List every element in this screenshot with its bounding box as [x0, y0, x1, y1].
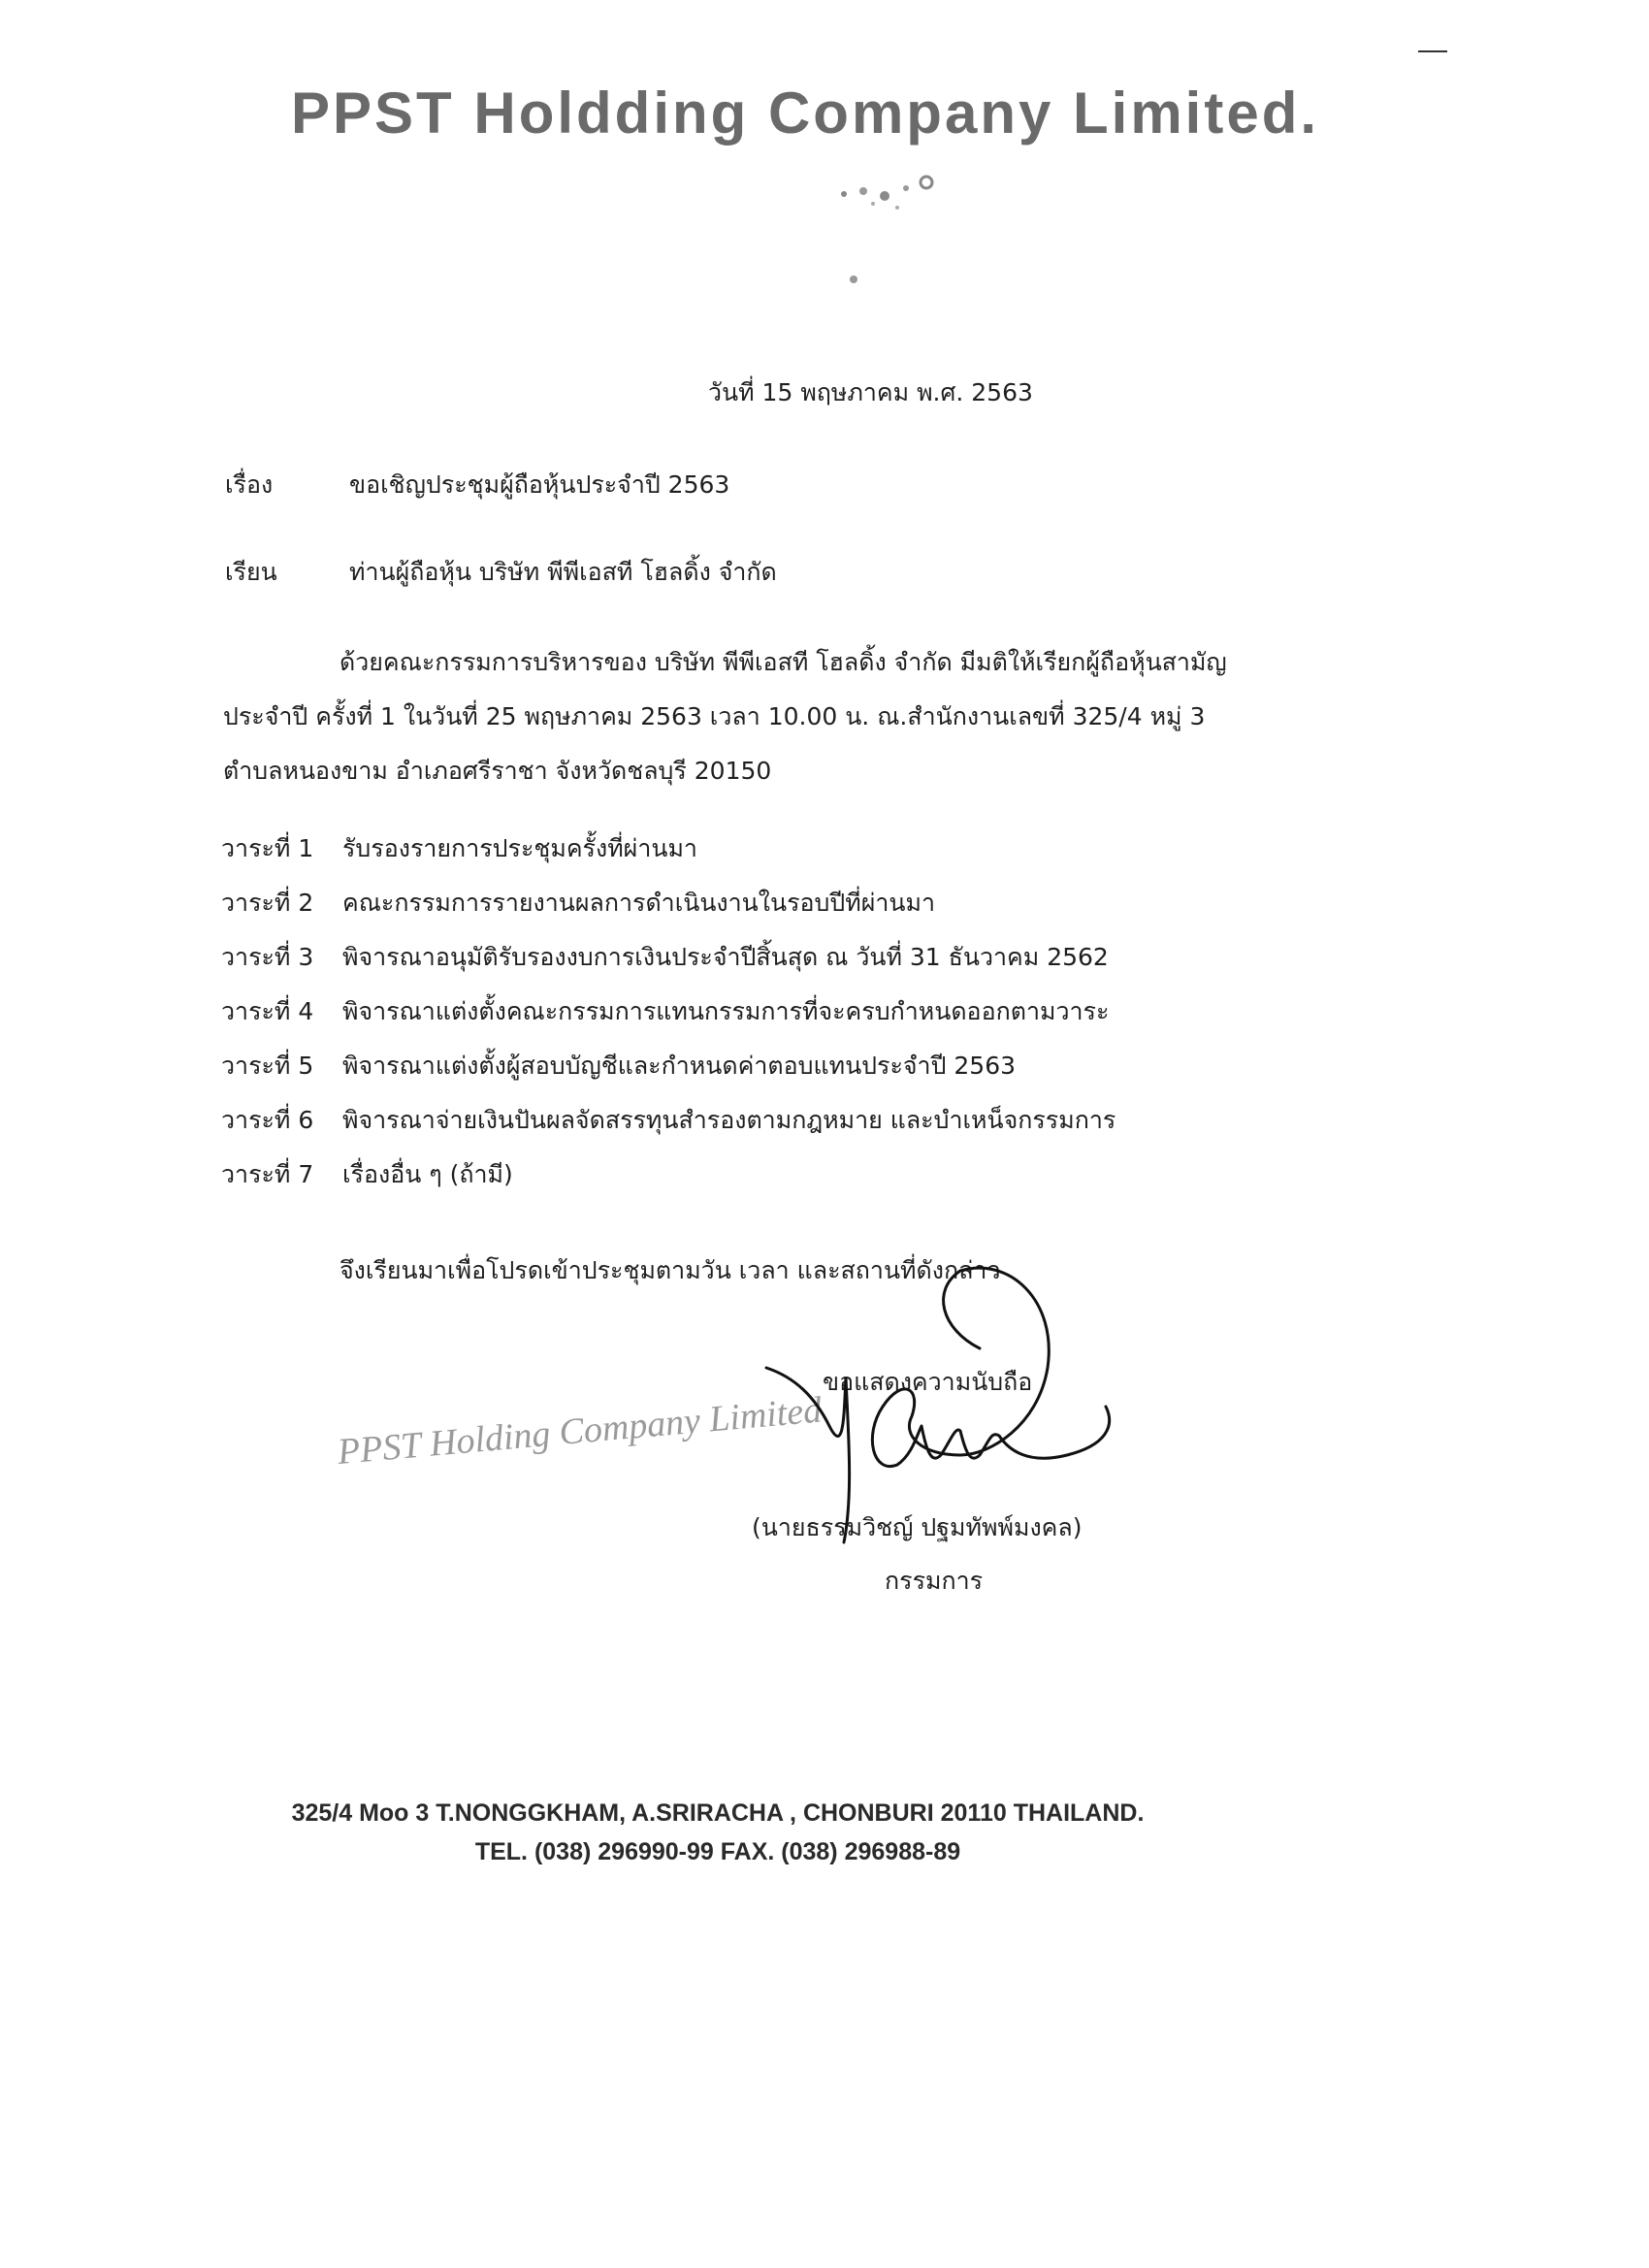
agenda-number: วาระที่ 1	[221, 834, 314, 862]
letterhead: PPST Holdding Company Limited.	[291, 81, 1320, 146]
body-paragraph	[223, 635, 1319, 798]
closing-line: จึงเรียนมาเพื่อโปรดเข้าประชุมตามวัน เวลา และสถานที่ดังกล่าว	[340, 1256, 1001, 1284]
corner-mark	[1418, 50, 1447, 52]
body-line: ประจำปี ครั้งที่ 1 ในวันที่ 25 พฤษภาคม 2563 เวลา 10.00 น. ณ.สำนักงานเลขที่ 325/4 หมู่ 3	[223, 702, 1206, 730]
footer-contact: TEL. (038) 296990-99 FAX. (038) 296988-89	[474, 1838, 961, 1865]
regards-line: ขอแสดงความนับถือ	[823, 1368, 1033, 1396]
agenda-number: วาระที่ 4	[221, 997, 314, 1025]
agenda-number: วาระที่ 7	[221, 1160, 314, 1188]
agenda-text: พิจารณาแต่งตั้งผู้สอบบัญชีและกำหนดค่าตอบแทนประจำปี 2563	[342, 1052, 1017, 1080]
agenda-text: เรื่องอื่น ๆ (ถ้ามี)	[342, 1160, 513, 1188]
agenda-text: รับรองรายการประชุมครั้งที่ผ่านมา	[342, 834, 697, 862]
signer-name: (นายธรรมวิชญ์ ปฐมทัพพ์มงคล)	[752, 1513, 1083, 1541]
scan-specks	[834, 175, 989, 291]
agenda-text: พิจารณาอนุมัติรับรองงบการเงินประจำปีสิ้นสุด ณ วันที่ 31 ธันวาคม 2562	[342, 943, 1109, 971]
agenda-text: คณะกรรมการรายงานผลการดำเนินงานในรอบปีที่ผ่านมา	[342, 889, 936, 917]
subject-value: ขอเชิญประชุมผู้ถือหุ้นประจำปี 2563	[349, 470, 730, 499]
recipient-value: ท่านผู้ถือหุ้น บริษัท พีพีเอสที โฮลดิ้ง จำกัด	[349, 558, 777, 586]
agenda-number: วาระที่ 3	[221, 943, 314, 971]
company-stamp: PPST Holding Company Limited	[336, 1389, 824, 1474]
body-line: ด้วยคณะกรรมการบริหารของ บริษัท พีพีเอสที โฮลดิ้ง จำกัด มีมติให้เรียกผู้ถือหุ้นสามัญ	[340, 648, 1227, 676]
agenda-number: วาระที่ 6	[221, 1106, 314, 1134]
recipient-label: เรียน	[225, 558, 277, 586]
signer-title: กรรมการ	[885, 1567, 984, 1595]
subject-label: เรื่อง	[225, 470, 274, 499]
agenda-number: วาระที่ 5	[221, 1052, 314, 1080]
letter-date: วันที่ 15 พฤษภาคม พ.ศ. 2563	[708, 378, 1033, 406]
footer-address: 325/4 Moo 3 T.NONGGKHAM, A.SRIRACHA , CHONBURI 20110 THAILAND.	[291, 1799, 1145, 1827]
agenda-number: วาระที่ 2	[221, 889, 314, 917]
agenda-text: พิจารณาจ่ายเงินปันผลจัดสรรทุนสำรองตามกฎหมาย และบำเหน็จกรรมการ	[342, 1106, 1116, 1134]
agenda-text: พิจารณาแต่งตั้งคณะกรรมการแทนกรรมการที่จะครบกำหนดออกตามวาระ	[342, 997, 1110, 1025]
body-line: ตำบลหนองขาม อำเภอศรีราชา จังหวัดชลบุรี 20150	[223, 757, 772, 785]
